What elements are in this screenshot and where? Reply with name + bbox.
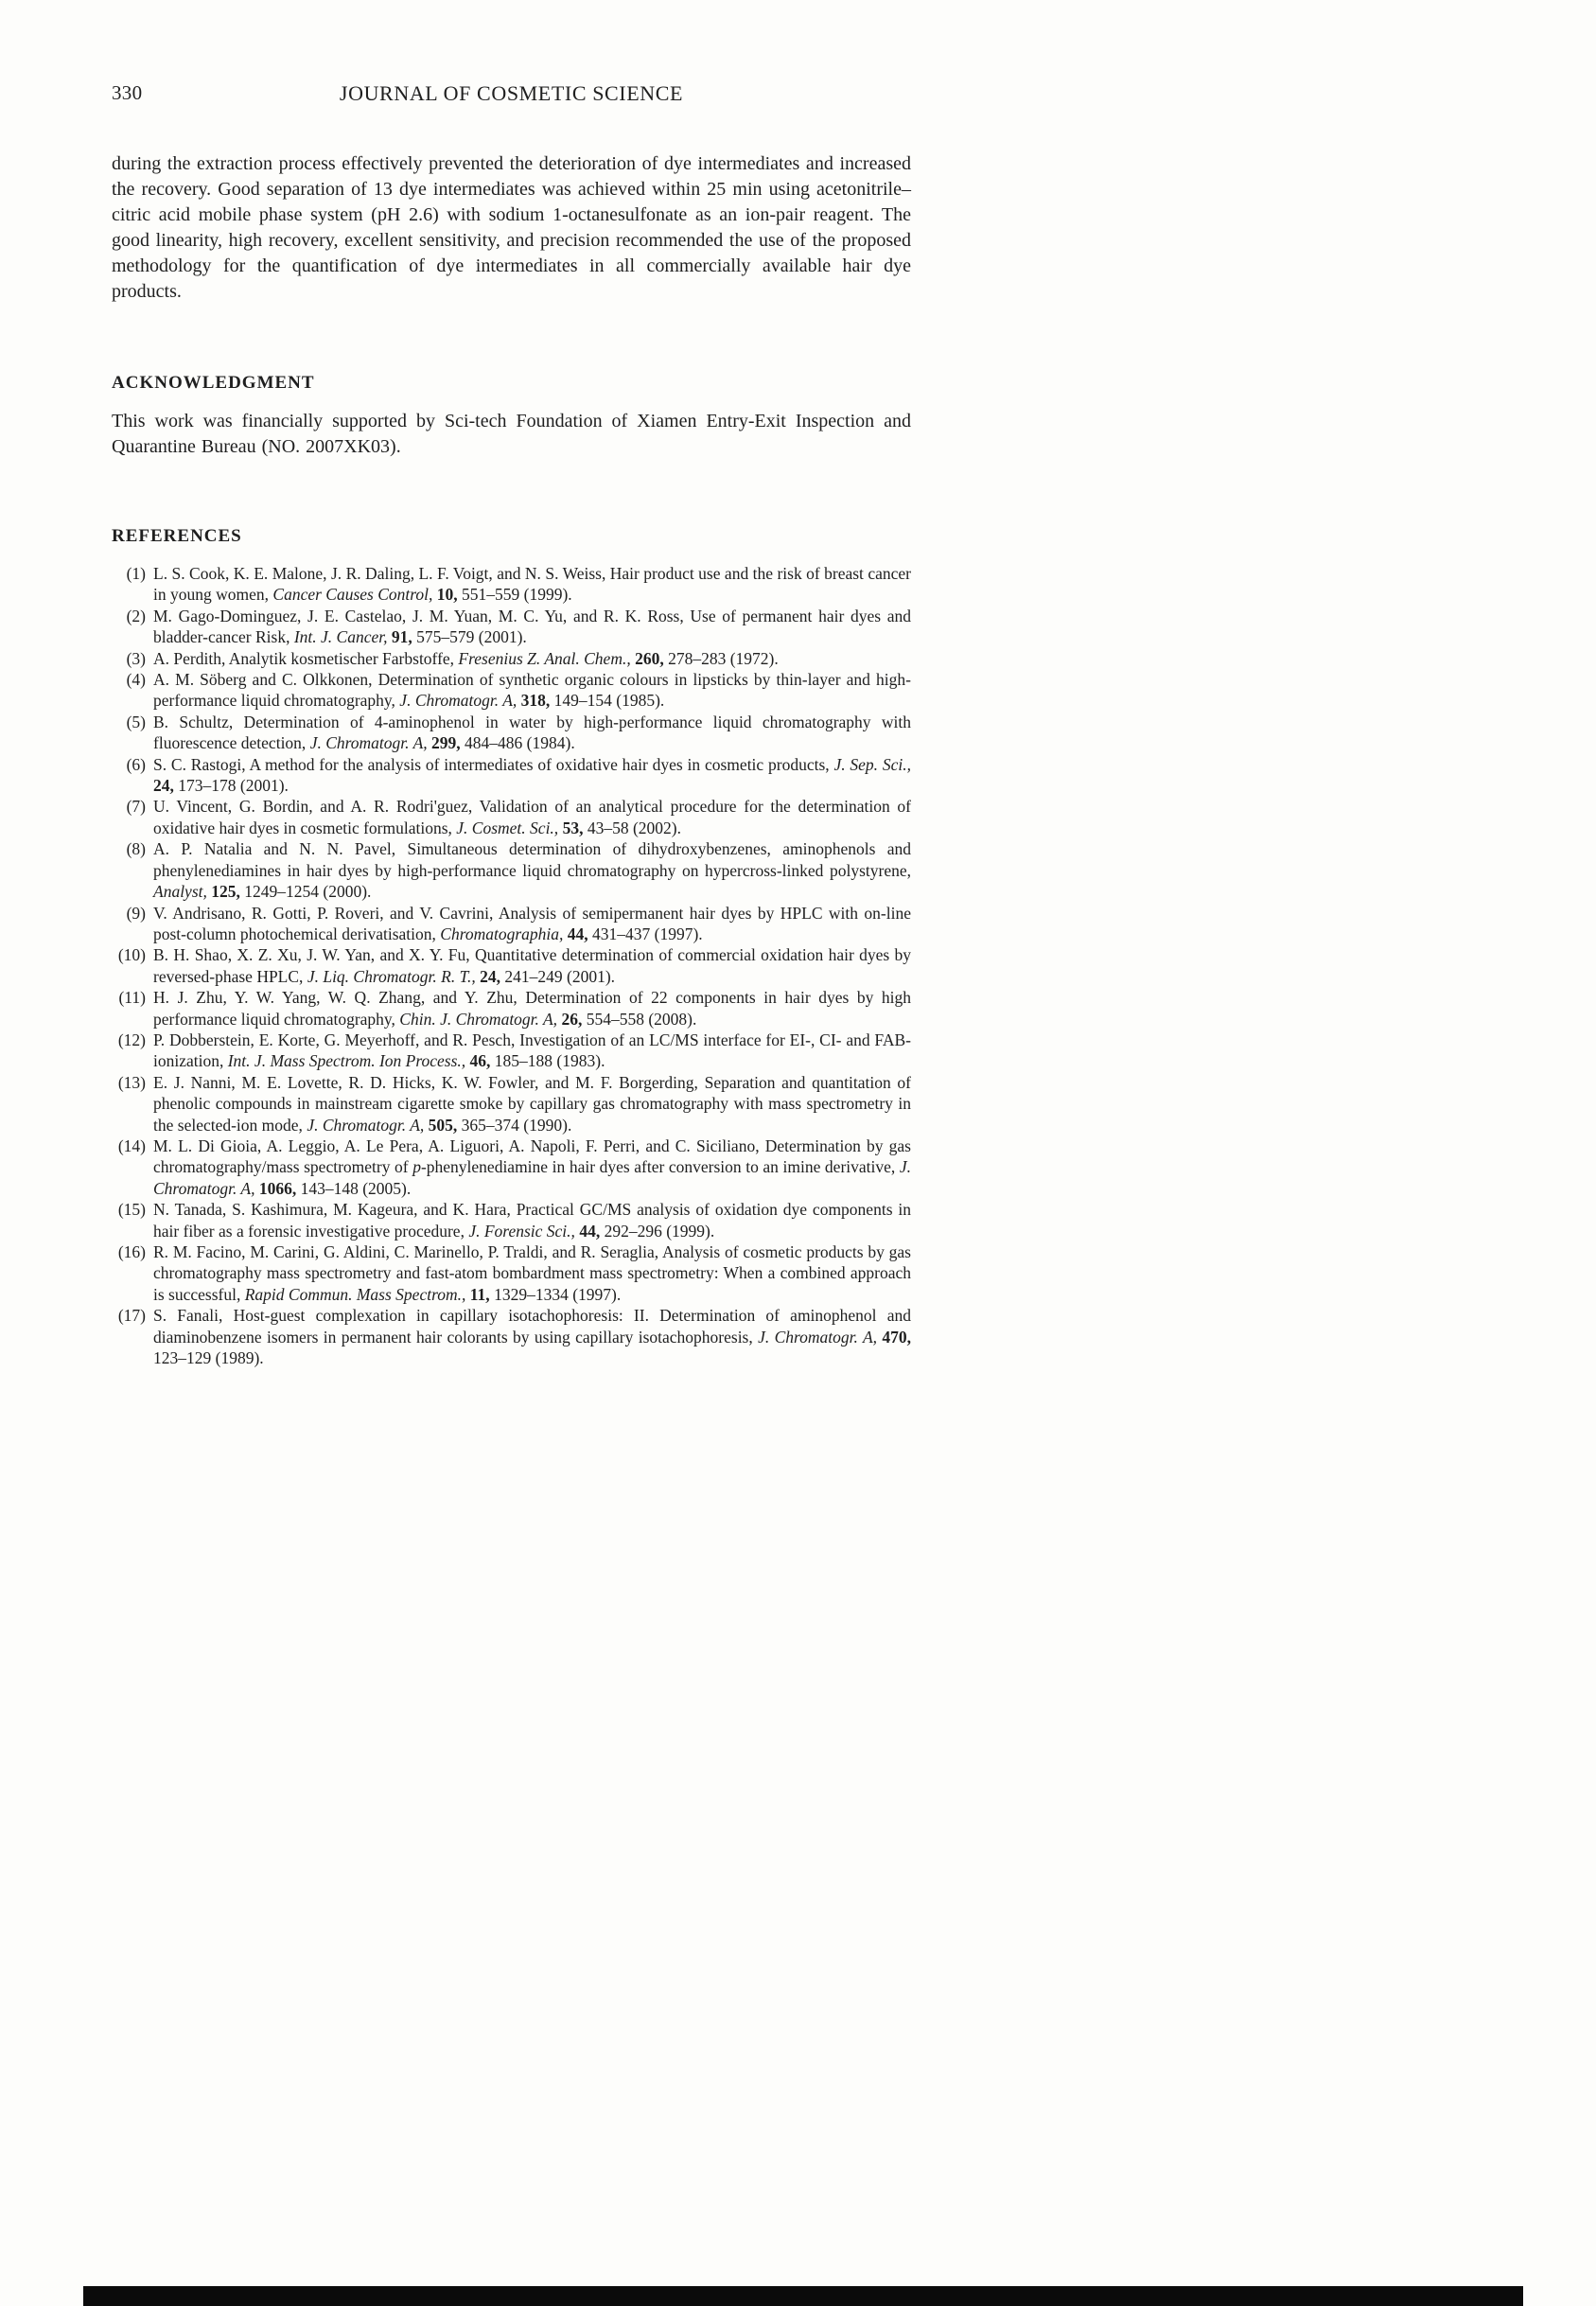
reference-number: (10) (117, 945, 146, 965)
page-header (112, 81, 911, 106)
reference-text-segment: B. Schultz, Determination of 4-aminophenol in water by high-performance liquid chromatography with fluorescence detection, (153, 712, 911, 753)
reference-text-segment: 53, (562, 818, 584, 837)
reference-text-segment: J. Chromatogr. A, (309, 733, 428, 753)
reference-text-segment: U. Vincent, G. Bordin, and A. R. Rodri'guez, Validation of an analytical procedure for the determination of oxidative hair dyes in cosmetic formulations, (153, 797, 911, 837)
reference-text-segment: J. Cosmet. Sci., (456, 818, 559, 837)
reference-item (112, 606, 911, 648)
reference-item (112, 944, 911, 987)
reference-item (112, 1305, 911, 1368)
page-number: 330 (112, 81, 143, 104)
scan-artifact-bar (83, 2286, 1523, 2306)
reference-text-segment: N. Tanada, S. Kashimura, M. Kageura, and K. Hara, Practical GC/MS analysis of oxidation dye components in hair fiber as a forensic investigative procedure, (153, 1200, 911, 1241)
reference-text-segment: E. J. Nanni, M. E. Lovette, R. D. Hicks, K. W. Fowler, and M. F. Borgerding, Separation and quantitation of phenolic compounds in mainstream cigarette smoke by capillary gas chromatography with mass spectrometry in the selected-ion mode, (153, 1072, 911, 1135)
reference-number: (3) (126, 648, 146, 668)
reference-text-segment: L. S. Cook, K. E. Malone, J. R. Daling, L. F. Voigt, and N. S. Weiss, Hair product use and the risk of breast cancer in young women, (153, 564, 911, 605)
reference-text-segment: 26, (561, 1009, 583, 1029)
reference-text-segment: H. J. Zhu, Y. W. Yang, W. Q. Zhang, and Y. Zhu, Determination of 22 components in hair dyes by high performance liquid chromatography, (153, 988, 911, 1029)
reference-text-segment: A. M. Söberg and C. Olkkonen, Determination of synthetic organic colours in lipsticks by thin-layer and high-performance liquid chromatography, (153, 670, 911, 711)
reference-text-segment: -phenylenediamine in hair dyes after conversion to an imine derivative, (420, 1157, 900, 1177)
reference-text-segment: 125, (211, 882, 240, 902)
text-block (112, 0, 911, 1368)
reference-text-segment: J. Chromatogr. A, (153, 1157, 912, 1198)
reference-text-segment: 470, (882, 1327, 911, 1347)
reference-item (112, 563, 911, 606)
reference-text-segment: 10, (436, 585, 458, 605)
reference-item (112, 1135, 911, 1199)
reference-item (112, 1241, 911, 1305)
reference-text-segment: M. Gago-Dominguez, J. E. Castelao, J. M. Yuan, M. C. Yu, and R. K. Ross, Use of permanent hair dyes and bladder-cancer Risk, (153, 606, 911, 647)
reference-text-segment: Fresenius Z. Anal. Chem., (458, 648, 631, 668)
reference-text-segment: 1066, (258, 1178, 297, 1198)
reference-text-segment: S. Fanali, Host-guest complexation in capillary isotachophoresis: II. Determination of aminophenol and diaminobenzene isomers in permanent hair colorants by using capillary isotachophoresis, (153, 1306, 911, 1347)
reference-number: (12) (117, 1030, 146, 1049)
reference-text-segment: P. Dobberstein, E. Korte, G. Meyerhoff, and R. Pesch, Investigation of an LC/MS interface for EI-, CI- and FAB-ionization, (153, 1030, 911, 1071)
reference-text-segment: 431–437 (1997). (588, 924, 703, 943)
reference-text-segment: 1329–1334 (1997). (489, 1284, 622, 1304)
reference-text-segment: J. Forensic Sci., (468, 1221, 575, 1241)
reference-item (112, 987, 911, 1030)
reference-text-segment: 44, (567, 924, 588, 943)
reference-text-segment: 554–558 (2008). (582, 1009, 697, 1029)
reference-number: (7) (126, 797, 146, 817)
reference-number: (1) (126, 564, 146, 583)
reference-text-segment: J. Liq. Chromatogr. R. T., (307, 966, 476, 986)
reference-text-segment: 278–283 (1972). (663, 648, 779, 668)
reference-text-segment: 318, (520, 691, 551, 711)
reference-text-segment: Int. J. Mass Spectrom. Ion Process., (227, 1051, 466, 1071)
reference-text-segment: 44, (579, 1221, 601, 1241)
reference-text-segment: Int. J. Cancer, (293, 627, 388, 647)
reference-text-segment: A. Perdith, Analytik kosmetischer Farbstoffe, (153, 648, 459, 668)
reference-text-segment: Cancer Causes Control, (272, 585, 433, 605)
reference-number: (6) (126, 754, 146, 774)
reference-text-segment: Chin. J. Chromatogr. A, (399, 1009, 558, 1029)
reference-text-segment: M. L. Di Gioia, A. Leggio, A. Le Pera, A. Liguori, A. Napoli, F. Perri, and C. Siciliano, Determination by gas chromatography/mass spectrometry of (153, 1135, 911, 1177)
reference-text-segment: S. C. Rastogi, A method for the analysis of intermediates of oxidative hair dyes in cosmetic products, (153, 754, 834, 774)
reference-number: (8) (126, 839, 146, 859)
references-list (112, 563, 911, 1368)
reference-number: (4) (126, 670, 146, 690)
reference-text-segment: A. P. Natalia and N. N. Pavel, Simultaneous determination of dihydroxybenzenes, aminophenols and phenylenediamines in hair dyes by high-performance liquid chromatography on hypercross-linked polystyrene, (153, 839, 911, 880)
reference-text-segment: 24, (480, 966, 501, 986)
reference-item (112, 1030, 911, 1072)
reference-text-segment: 11, (469, 1284, 490, 1304)
reference-text-segment: 484–486 (1984). (460, 733, 575, 753)
reference-text-segment: p (412, 1157, 421, 1177)
reference-text-segment: 43–58 (2002). (583, 818, 681, 837)
reference-text-segment: 575–579 (2001). (412, 627, 527, 647)
reference-text-segment: 143–148 (2005). (296, 1178, 412, 1198)
reference-item (112, 838, 911, 902)
reference-text-segment: J. Chromatogr. A, (758, 1327, 878, 1347)
reference-number: (15) (117, 1200, 146, 1220)
reference-item (112, 648, 911, 669)
reference-item (112, 903, 911, 945)
reference-number: (17) (117, 1306, 146, 1326)
reference-item (112, 669, 911, 712)
reference-text-segment: 91, (391, 627, 412, 647)
reference-text-segment: J. Chromatogr. A, (399, 691, 517, 711)
reference-text-segment: 123–129 (1989). (153, 1348, 264, 1368)
reference-item (112, 754, 911, 797)
reference-number: (16) (117, 1242, 146, 1261)
reference-text-segment: 292–296 (1999). (600, 1221, 715, 1241)
reference-text-segment: 241–249 (2001). (500, 966, 616, 986)
reference-item (112, 1072, 911, 1135)
reference-text-segment: V. Andrisano, R. Gotti, P. Roveri, and V. Cavrini, Analysis of semipermanent hair dyes by HPLC with on-line post-column photochemical derivatisation, (153, 903, 911, 943)
reference-item (112, 712, 911, 754)
reference-text-segment: 1249–1254 (2000). (239, 882, 372, 902)
reference-text-segment: 260, (635, 648, 664, 668)
reference-text-segment: 505, (428, 1115, 458, 1135)
reference-text-segment: 173–178 (2001). (173, 776, 289, 796)
reference-number: (11) (118, 988, 146, 1008)
reference-text-segment: 46, (469, 1051, 491, 1071)
conclusion-paragraph: during the extraction process effectively prevented the deterioration of dye intermediates and increased the recovery. Good separation of 13 dye intermediates was achieved within 25 min using acetonitrile–citric acid mobile phase system (pH 2.6) with sodium 1-octanesulfonate as an ion-pair reagent. The good linearity, high recovery, excellent sensitivity, and precision recommended the use of the proposed methodology for the quantification of dye intermediates in all commercially available hair dye products. (112, 153, 911, 302)
reference-number: (5) (126, 712, 146, 731)
reference-text-segment: Rapid Commun. Mass Spectrom., (244, 1284, 466, 1304)
reference-text-segment: R. M. Facino, M. Carini, G. Aldini, C. Marinello, P. Traldi, and R. Seraglia, Analysis of cosmetic products by gas chromatography mass spectrometry and fast-atom bombardment mass spectrometry: When a combined approach is successful, (153, 1242, 911, 1304)
reference-number: (14) (117, 1135, 146, 1155)
reference-text-segment: 24, (153, 776, 174, 796)
reference-item (112, 796, 911, 838)
reference-text-segment: Chromatographia, (440, 924, 564, 943)
reference-text-segment: 149–154 (1985). (550, 691, 665, 711)
references-heading: REFERENCES (112, 526, 242, 546)
journal-header-title: JOURNAL OF COSMETIC SCIENCE (339, 81, 684, 105)
reference-number: (9) (126, 903, 146, 923)
acknowledgment-text: This work was financially supported by Sci-tech Foundation of Xiamen Entry-Exit Inspection and Quarantine Bureau (NO. 2007XK03). (112, 411, 911, 457)
reference-text-segment: 299, (431, 733, 461, 753)
reference-text-segment: 551–559 (1999). (457, 585, 572, 605)
reference-text-segment: 185–188 (1983). (490, 1051, 605, 1071)
reference-item (112, 1199, 911, 1241)
acknowledgment-heading: ACKNOWLEDGMENT (112, 373, 315, 393)
reference-text-segment: J. Sep. Sci., (833, 754, 911, 774)
reference-number: (13) (117, 1072, 146, 1092)
reference-text-segment: 365–374 (1990). (457, 1115, 572, 1135)
reference-text-segment: J. Chromatogr. A, (307, 1115, 425, 1135)
reference-text-segment: Analyst, (153, 882, 207, 902)
reference-text-segment: B. H. Shao, X. Z. Xu, J. W. Yan, and X. Y. Fu, Quantitative determination of commercial oxidation hair dyes by reversed-phase HPLC, (153, 945, 911, 986)
reference-number: (2) (126, 606, 146, 625)
